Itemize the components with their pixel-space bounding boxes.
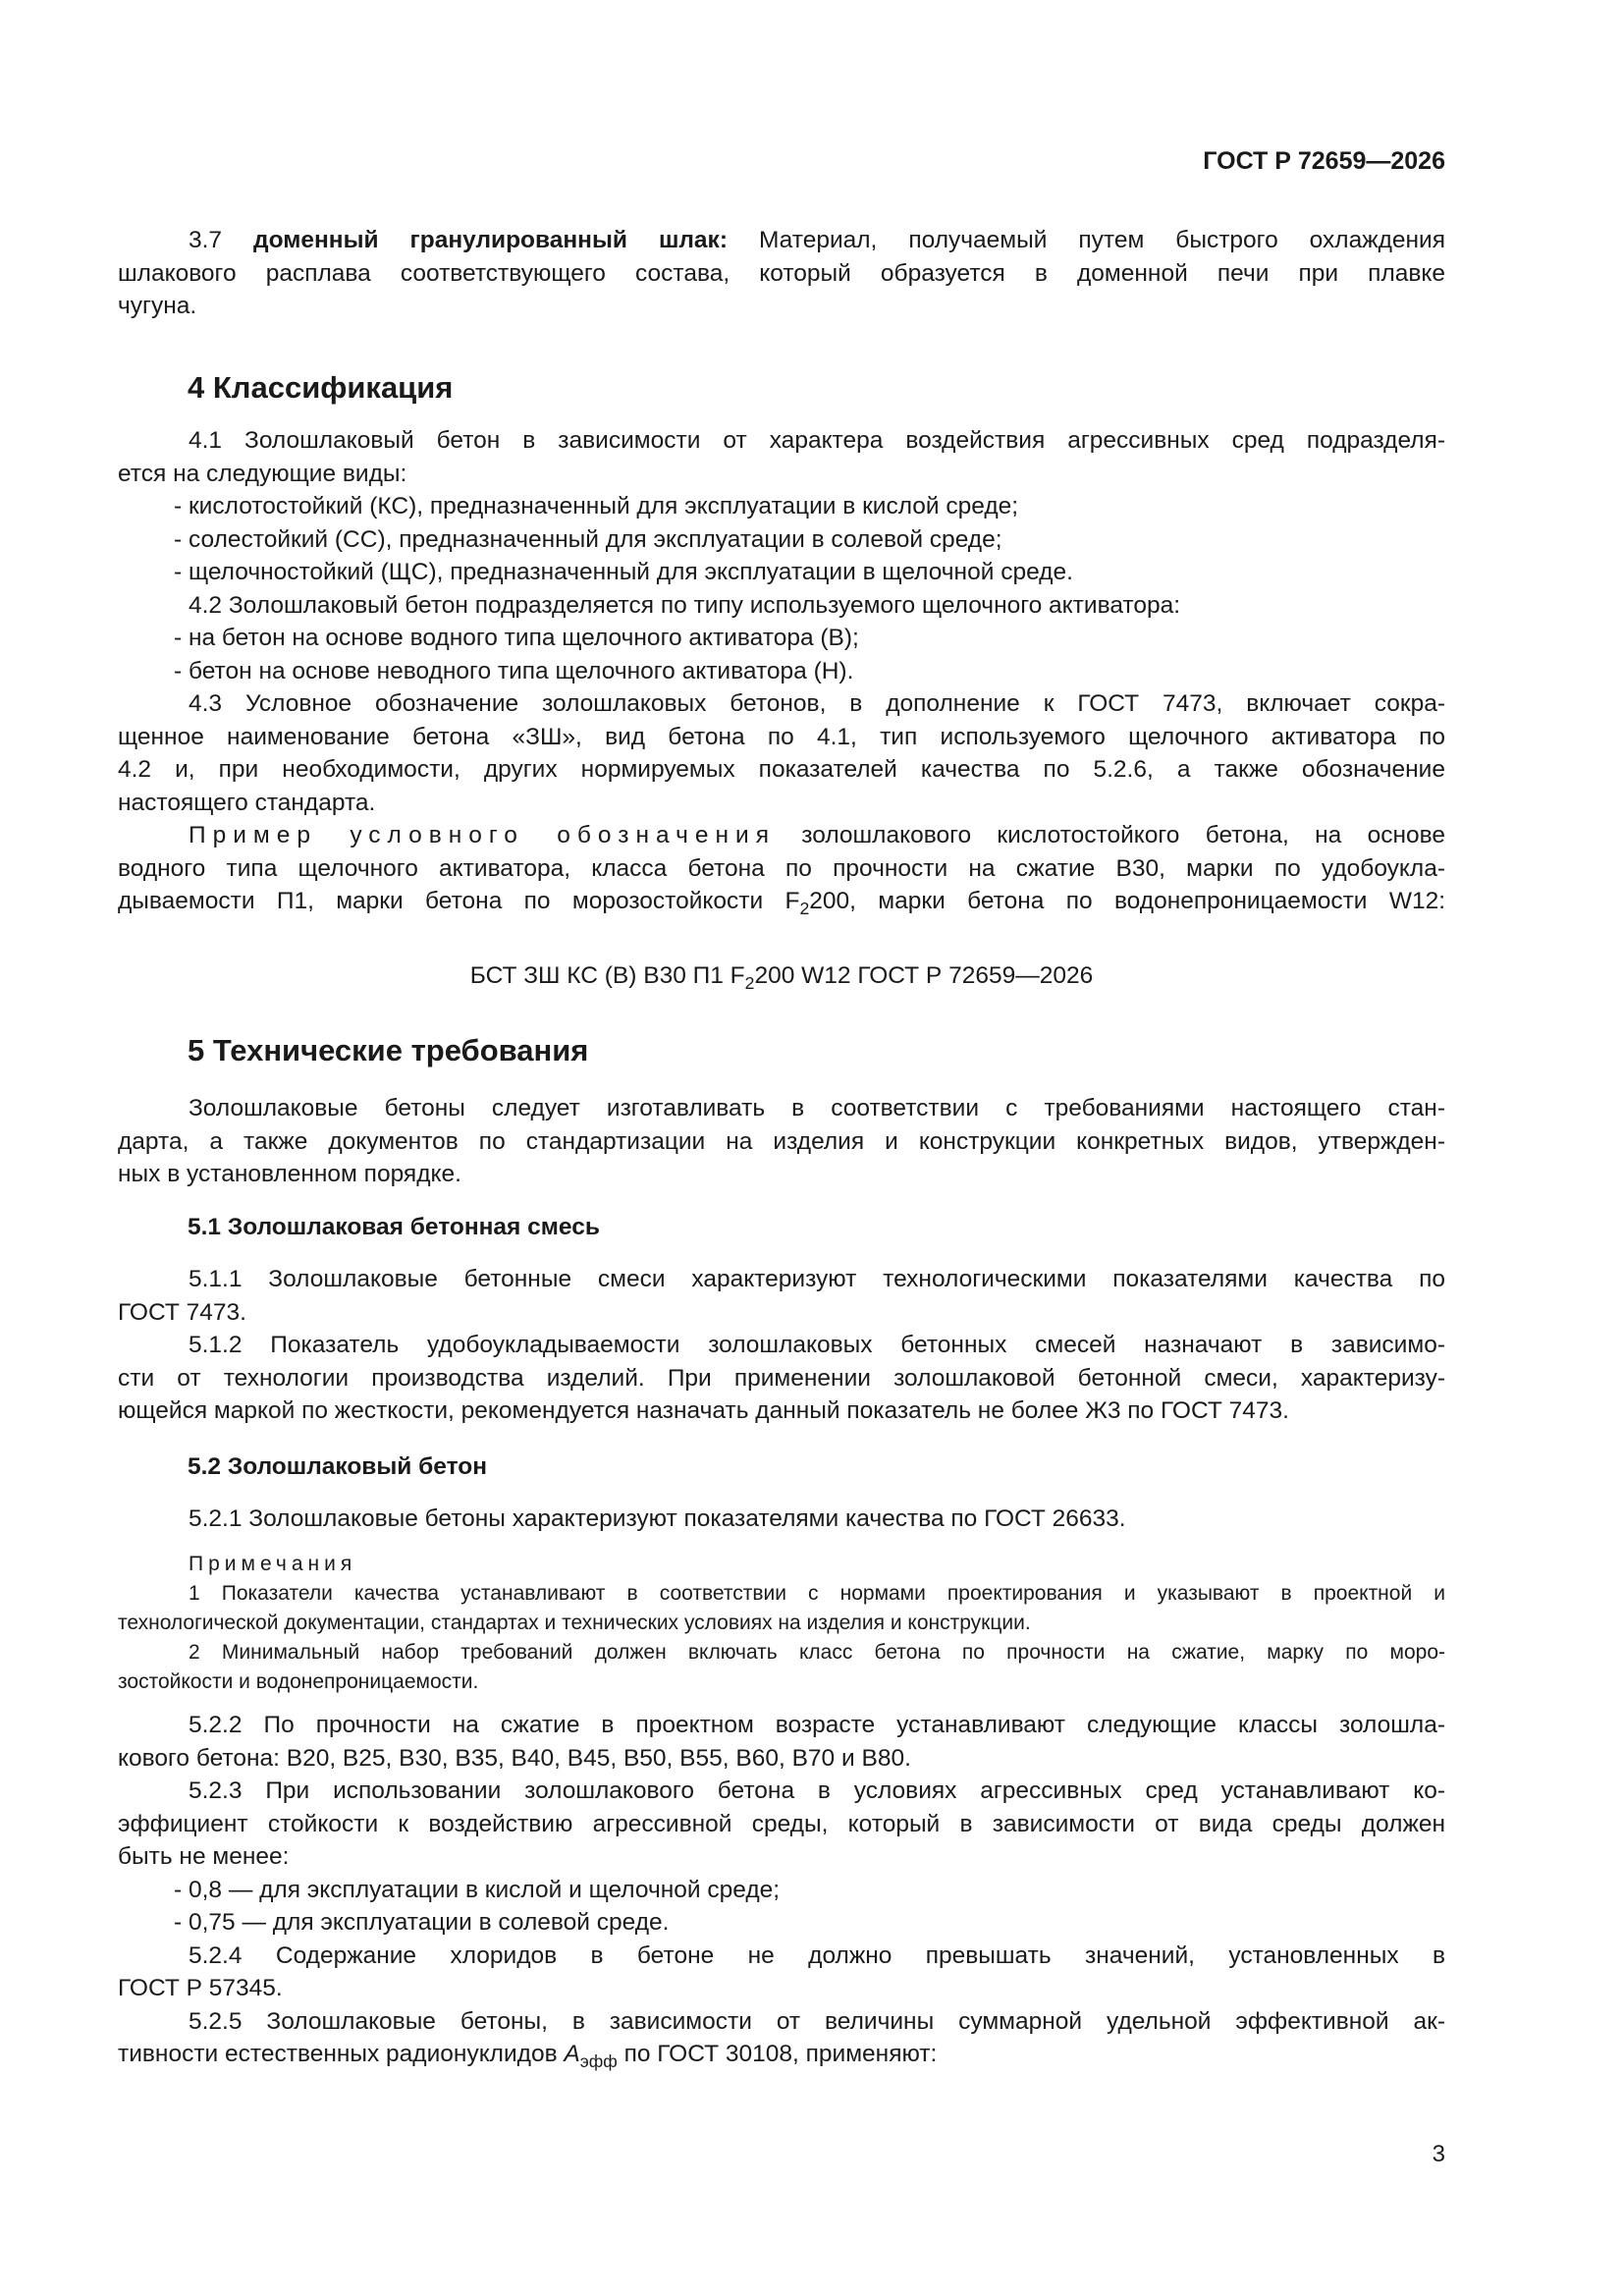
note-line: зостойкости и водонепроницаемости. <box>118 1670 479 1693</box>
paragraph-line: кового бетона: В20, В25, В30, В35, В40, В45, В50, В55, В60, В70 и В80. <box>118 1744 911 1772</box>
notes-heading: Примечания <box>189 1553 357 1575</box>
example-line <box>118 885 1445 918</box>
example-text: золошлакового кислотостойкого бетона, на основе <box>775 822 1445 848</box>
formula-text: 200 W12 ГОСТ Р 72659—2026 <box>754 962 1094 989</box>
section-3-7 <box>118 224 1445 323</box>
paragraph-line: 5.2.4 Содержание хлоридов в бетоне не должно превышать значений, установленных в <box>189 1941 1445 1969</box>
example-text: дываемости П1, марки бетона по морозостойкости F <box>118 888 800 914</box>
paragraph-line: чугуна. <box>118 293 197 319</box>
example-label: Пример условного обозначения <box>189 822 776 848</box>
subscript: 2 <box>799 899 810 919</box>
paragraph-line <box>118 224 1445 257</box>
paragraph-line: шлакового расплава соответствующего состава, который образуется в доменной печи при плавке <box>118 259 1445 287</box>
note-line: 1 Показатели качества устанавливают в соответствии с нормами проектирования и указывают в проектной и <box>189 1582 1445 1605</box>
paragraph-line: эффициент стойкости к воздействию агрессивной среды, который в зависимости от вида среды должен <box>118 1810 1445 1837</box>
list-item: - кислотостойкий (КС), предназначенный для эксплуатации в кислой среде; <box>174 493 1019 519</box>
paragraph-line: ных в установленном порядке. <box>118 1161 461 1187</box>
page-number: 3 <box>1432 2141 1445 2167</box>
paragraph-line: 4.2 и, при необходимости, других нормируемых показателей качества по 5.2.6, а также обозначение <box>118 756 1445 783</box>
paragraph-line <box>118 2038 1445 2071</box>
paragraph-line: дарта, а также документов по стандартизации на изделия и конструкции конкретных видов, утвержден- <box>118 1127 1445 1155</box>
term: доменный гранулированный шлак: <box>253 227 728 253</box>
paragraph-line: быть не менее: <box>118 1843 290 1870</box>
paragraph-line: 4.1 Золошлаковый бетон в зависимости от характера воздействия агрессивных сред подразделя- <box>189 427 1445 454</box>
paragraph-line: сти от технологии производства изделий. При применении золошлаковой бетонной смеси, характеризу- <box>118 1364 1445 1392</box>
paragraph-line: Золошлаковые бетоны следует изготавливать в соответствии с требованиями настоящего стан- <box>189 1095 1445 1121</box>
section-4-heading: 4 Классификация <box>188 370 454 405</box>
paragraph-line: 5.2.1 Золошлаковые бетоны характеризуют показателями качества по ГОСТ 26633. <box>189 1505 1126 1532</box>
paragraph-text: тивности естественных радионуклидов <box>118 2041 565 2067</box>
subsection-5-2-heading: 5.2 Золошлаковый бетон <box>188 1453 488 1480</box>
definition-text: Материал, получаемый путем быстрого охлаждения <box>727 227 1445 253</box>
designation-formula <box>118 959 1445 993</box>
clause-number: 3.7 <box>189 227 254 253</box>
paragraph-line: щенное наименование бетона «ЗШ», вид бетона по 4.1, тип используемого щелочного активатора по <box>118 723 1445 750</box>
list-item: - на бетон на основе водного типа щелочного активатора (В); <box>174 625 859 651</box>
formula-text: БСТ ЗШ КС (В) В30 П1 F <box>469 962 745 989</box>
list-item: - бетон на основе неводного типа щелочного активатора (Н). <box>174 657 854 684</box>
section-5-intro <box>118 1092 1445 1191</box>
list-item: - 0,8 — для эксплуатации в кислой и щелочной среде; <box>174 1876 781 1903</box>
paragraph-line: 5.2.2 По прочности на сжатие в проектном возрасте устанавливают следующие классы золошла- <box>189 1712 1445 1738</box>
document-id: ГОСТ Р 72659—2026 <box>1203 147 1445 175</box>
paragraph-line: ГОСТ 7473. <box>118 1298 246 1326</box>
list-item: - щелочностойкий (ЩС), предназначенный для эксплуатации в щелочной среде. <box>174 559 1073 585</box>
paragraph-line: 5.2.5 Золошлаковые бетоны, в зависимости от величины суммарной удельной эффективной ак- <box>189 2007 1445 2035</box>
notes-block <box>118 1550 1445 1697</box>
section-4-body <box>118 424 1445 918</box>
paragraph-line: ГОСТ Р 57345. <box>118 1975 283 2001</box>
note-line: 2 Минимальный набор требований должен включать класс бетона по прочности на сжатие, марку по моро- <box>189 1641 1445 1664</box>
paragraph-line: 5.1.1 Золошлаковые бетонные смеси характеризуют технологическими показателями качества по <box>189 1266 1445 1292</box>
symbol: A <box>564 2041 580 2067</box>
paragraph-line: ющейся маркой по жесткости, рекомендуется назначать данный показатель не более Ж3 по ГОСТ 7473. <box>118 1397 1289 1424</box>
example-line <box>118 819 1445 852</box>
paragraph-line: 4.3 Условное обозначение золошлаковых бетонов, в дополнение к ГОСТ 7473, включает сокра- <box>189 690 1445 717</box>
note-line: технологической документации, стандартах и технических условиях на изделия и конструкции. <box>118 1612 1031 1634</box>
paragraph-line: ется на следующие виды: <box>118 460 407 487</box>
subsection-5-1-body <box>118 1263 1445 1428</box>
list-item: - солестойкий (СС), предназначенный для эксплуатации в солевой среде; <box>174 525 1002 553</box>
subscript: эфф <box>579 2051 618 2072</box>
paragraph-line: 4.2 Золошлаковый бетон подразделяется по типу используемого щелочного активатора: <box>189 591 1181 619</box>
list-item: - 0,75 — для эксплуатации в солевой среде. <box>174 1909 670 1936</box>
paragraph-line: 5.2.3 При использовании золошлакового бетона в условиях агрессивных сред устанавливают ко- <box>189 1777 1445 1804</box>
paragraph-line: 5.1.2 Показатель удобоукладываемости золошлаковых бетонных смесей назначают в зависимо- <box>189 1332 1445 1358</box>
paragraph-line: настоящего стандарта. <box>118 789 376 816</box>
subsection-5-2-body <box>118 1709 1445 2071</box>
paragraph-text: по ГОСТ 30108, применяют: <box>617 2041 938 2067</box>
subsection-5-1-heading: 5.1 Золошлаковая бетонная смесь <box>188 1214 600 1240</box>
example-line: водного типа щелочного активатора, класса бетона по прочности на сжатие В30, марки по удобоукла- <box>118 854 1445 882</box>
section-5-heading: 5 Технические требования <box>188 1033 589 1067</box>
subscript: 2 <box>744 973 755 994</box>
subsection-5-2-1 <box>118 1503 1445 1536</box>
example-text: 200, марки бетона по водонепроницаемости W12: <box>809 888 1445 914</box>
